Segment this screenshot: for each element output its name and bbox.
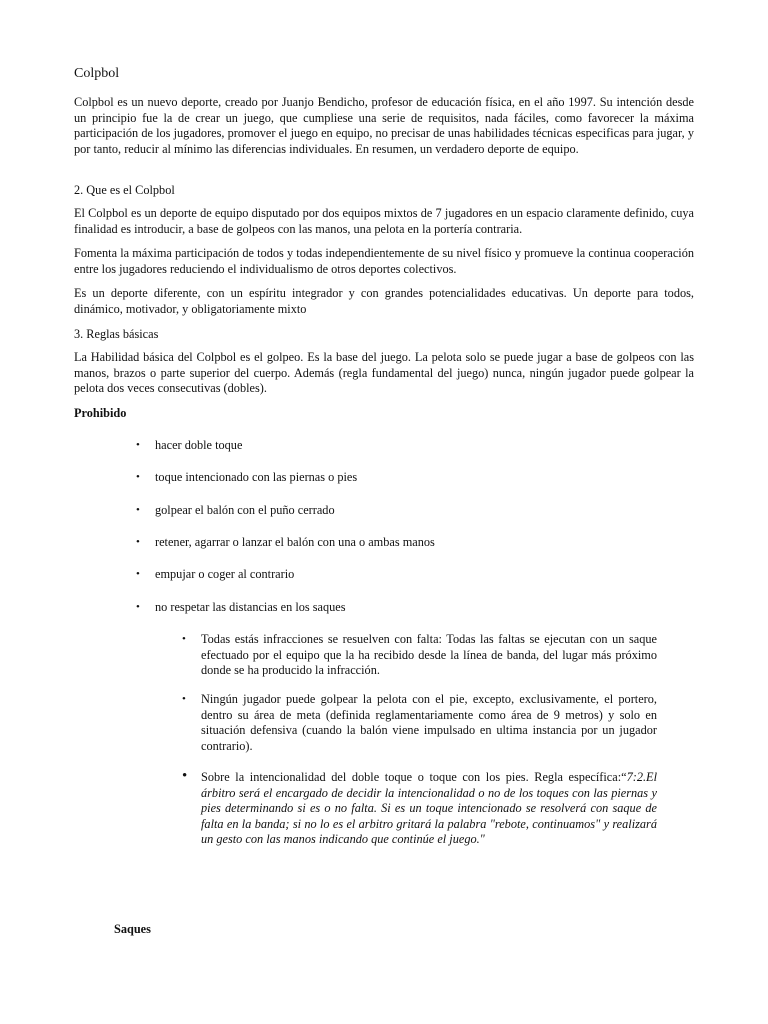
sub-list-item xyxy=(182,632,657,679)
list-item-text: toque intencionado con las piernas o pies xyxy=(155,470,358,484)
sub-list-item-text xyxy=(201,770,657,848)
rule-lead-text: Sobre la intencionalidad del doble toque o toque con los pies. Regla específica:“ xyxy=(201,770,627,784)
bullet-icon: • xyxy=(136,471,140,483)
list-item-text: retener, agarrar o lanzar el balón con una o ambas manos xyxy=(155,535,435,549)
section-2-paragraph-2: Fomenta la máxima participación de todos y todas independientemente de su nivel físico y promueve la continua cooperación entre los jugadores reduciendo el individualismo de otros deportes colectivos. xyxy=(74,246,694,276)
section-3-paragraph-1: La Habilidad básica del Colpbol es el golpeo. Es la base del juego. La pelota solo se puede jugar a base de golpeos con las manos, brazos o parte superior del cuerpo. Además (regla fundamental del juego) nunca, ningún jugador puede golpear la pelota dos veces consecutivas (dobles). xyxy=(74,350,694,396)
sub-list-item-text: Todas estás infracciones se resuelven con falta: Todas las faltas se ejecutan con un saque efectuado por el equipo que la ha recibido desde la línea de banda, del lugar más próximo donde se ha producido la infracción. xyxy=(201,632,657,678)
rule-quote-text: 7:2.El árbitro será el encargado de decidir la intencionalidad o no de los toques con las piernas y pies determinando si es o no falta. Si es un toque intencionado se resolverá con saque de falta en la banda; si no lo es el arbitro gritará la palabra "rebote, continuamos" y realizará un gesto con las manos indicando que continúe el juego." xyxy=(201,770,657,847)
prohibido-heading: Prohibido xyxy=(74,406,127,420)
bullet-icon: • xyxy=(136,439,140,451)
section-2-paragraph-1: El Colpbol es un deporte de equipo disputado por dos equipos mixtos de 7 jugadores en un espacio claramente definido, cuya finalidad es introducir, a base de golpeos con las manos, una pelota en la portería contraria. xyxy=(74,206,694,236)
bullet-icon: • xyxy=(136,568,140,580)
section-2-paragraph-3: Es un deporte diferente, con un espíritu integrador y con grandes potencialidades educativas. Un deporte para todos, dinámico, motivador, y obligatoriamente mixto xyxy=(74,286,694,316)
list-item-text: empujar o coger al contrario xyxy=(155,567,295,581)
bullet-icon: • xyxy=(136,601,140,613)
sub-list-item xyxy=(182,770,657,848)
document-title: Colpbol xyxy=(74,66,120,81)
sub-list-item-text: Ningún jugador puede golpear la pelota con el pie, excepto, exclusivamente, el portero, dentro su área de meta (definida reglamentariamente como área de 9 metros) y solo en situación defensiva (cuando la balón viene impulsado en ultima instancia por un jugador contrario). xyxy=(201,692,657,753)
bullet-icon: • xyxy=(182,633,186,645)
section-3-heading: 3. Reglas básicas xyxy=(74,327,159,341)
bullet-icon: • xyxy=(136,504,140,516)
section-2-heading: 2. Que es el Colpbol xyxy=(74,183,175,197)
saques-heading: Saques xyxy=(114,922,151,936)
bullet-icon: • xyxy=(182,768,188,784)
sub-list-item xyxy=(182,692,657,754)
bullet-icon: • xyxy=(136,536,140,548)
list-item-text: hacer doble toque xyxy=(155,438,243,452)
bullet-icon: • xyxy=(182,693,186,705)
list-item-text: no respetar las distancias en los saques xyxy=(155,600,346,614)
list-item-text: golpear el balón con el puño cerrado xyxy=(155,503,335,517)
intro-paragraph: Colpbol es un nuevo deporte, creado por Juanjo Bendicho, profesor de educación física, en el año 1997. Su intención desde un principio fue la de crear un juego, que cumpliese una serie de requisitos, nada fáciles, como favorecer la máxima participación de los jugadores, promover el juego en equipo, no precisar de unas habilidades técnicas especificas para jugar, y por tanto, reducir al mínimo las diferencias individuales. En resumen, un verdadero deporte de equipo. xyxy=(74,95,694,156)
